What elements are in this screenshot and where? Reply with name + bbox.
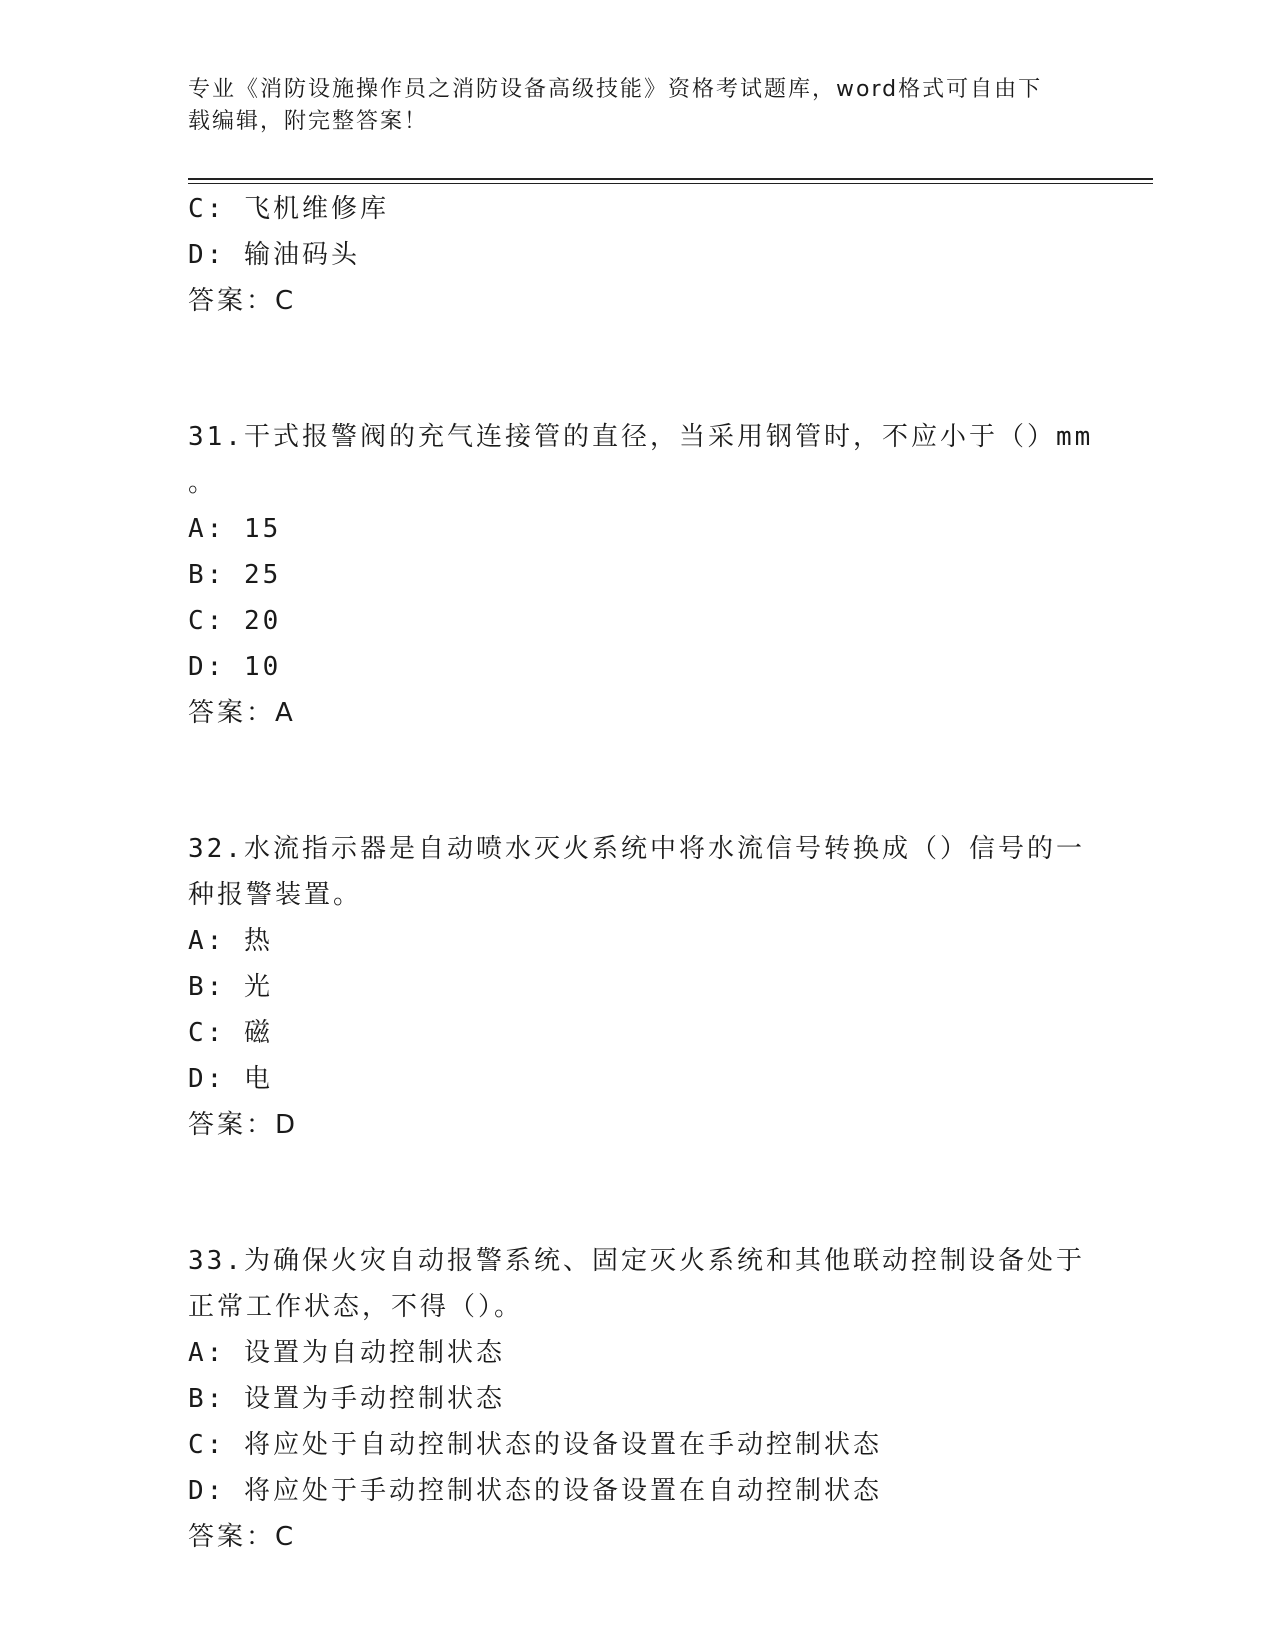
- option-a: A: 设置为自动控制状态: [188, 1338, 505, 1368]
- option-d: D: 电: [188, 1064, 273, 1094]
- answer-label: 答案：C: [188, 1522, 297, 1552]
- answer-label: 答案：D: [188, 1110, 299, 1140]
- header-line-1: 专业《消防设施操作员之消防设备高级技能》资格考试题库，word格式可自由下: [188, 77, 1043, 102]
- question-32: [188, 826, 1088, 1148]
- question-list: [188, 186, 1094, 1560]
- option-d: D: 10: [188, 652, 282, 682]
- question-stem-line-2: 种报警装置。: [188, 880, 363, 910]
- spacer: [188, 1148, 1088, 1238]
- question-stem-line-2: 正常工作状态，不得（）。: [188, 1292, 524, 1322]
- option-c: C: 将应处于自动控制状态的设备设置在手动控制状态: [188, 1430, 882, 1460]
- question-30-tail: [188, 186, 1088, 324]
- header-line-2: 载编辑，附完整答案！: [188, 109, 429, 134]
- option-d: D: 将应处于手动控制状态的设备设置在自动控制状态: [188, 1476, 882, 1506]
- question-stem-line-2: 。: [188, 468, 218, 498]
- option-d: D: 输油码头: [188, 240, 360, 270]
- question-31: [188, 414, 1094, 736]
- option-a: A: 热: [188, 926, 273, 956]
- question-stem-line-1: 33.为确保火灾自动报警系统、固定灭火系统和其他联动控制设备处于: [188, 1246, 1085, 1276]
- option-b: B: 光: [188, 972, 273, 1002]
- answer-label: 答案：C: [188, 286, 297, 316]
- header-divider: [188, 178, 1153, 180]
- option-c: C: 20: [188, 606, 282, 636]
- question-stem-line-1: 31.干式报警阀的充气连接管的直径，当采用钢管时，不应小于（）mm: [188, 422, 1094, 452]
- header-divider-secondary: [188, 183, 1153, 184]
- spacer: [188, 736, 1088, 826]
- question-33: [188, 1238, 1088, 1560]
- option-c: C: 飞机维修库: [188, 194, 389, 224]
- option-b: B: 设置为手动控制状态: [188, 1384, 505, 1414]
- option-b: B: 25: [188, 560, 282, 590]
- option-c: C: 磁: [188, 1018, 273, 1048]
- document-header-note: [188, 74, 1088, 138]
- answer-label: 答案：A: [188, 698, 296, 728]
- question-stem-line-1: 32.水流指示器是自动喷水灭火系统中将水流信号转换成（）信号的一: [188, 834, 1085, 864]
- spacer: [188, 324, 1088, 414]
- option-a: A: 15: [188, 514, 282, 544]
